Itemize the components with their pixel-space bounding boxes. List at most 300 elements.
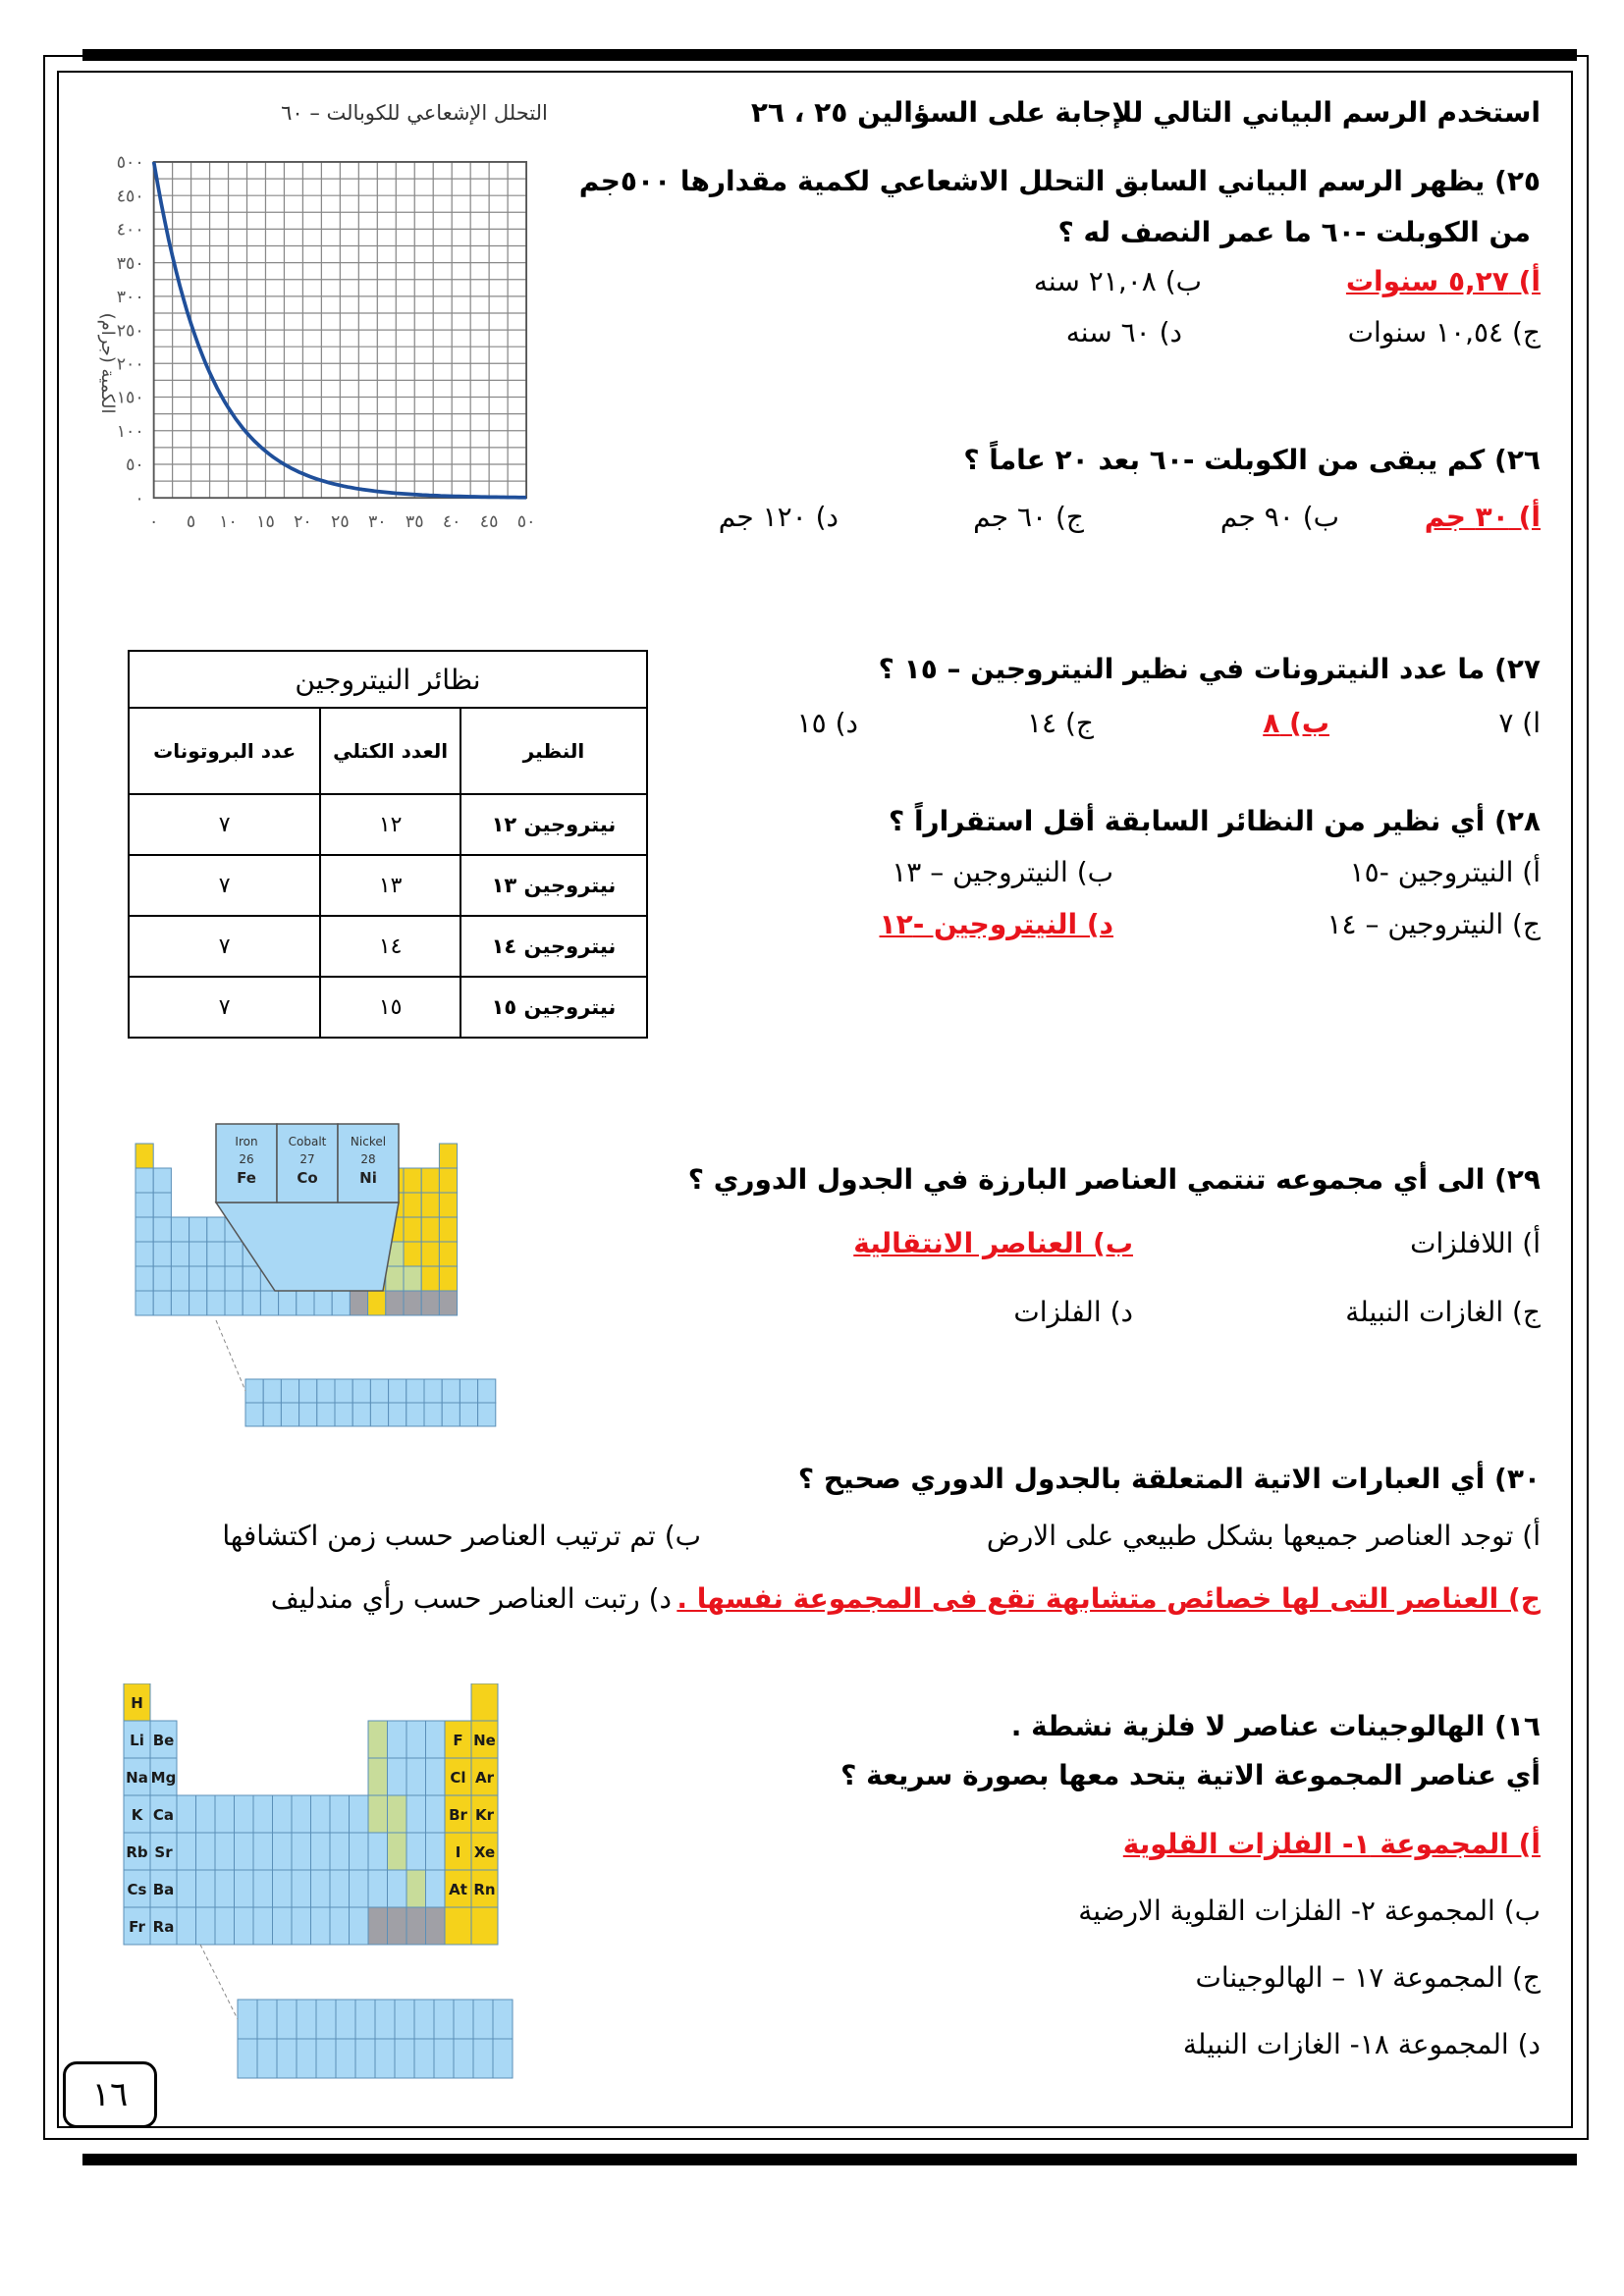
element-cell: [421, 1291, 439, 1315]
element-cell: [297, 1291, 314, 1315]
element-cell: [471, 1907, 498, 1945]
element-symbol: Sr: [154, 1843, 173, 1861]
element-cell: [314, 1291, 332, 1315]
q30-text: ٣٠) أي العبارات الاتية المتعلقة بالجدول الدوري صحيح ؟: [797, 1463, 1541, 1495]
element-cell: [311, 1795, 331, 1833]
y-tick-label: ٣٥٠: [116, 253, 144, 274]
element-cell: [421, 1217, 439, 1242]
q29-option-d[interactable]: د) الفلزات: [1013, 1296, 1133, 1328]
element-cell: [299, 1403, 317, 1426]
element-cell: [189, 1217, 207, 1242]
element-symbol: Br: [449, 1806, 467, 1824]
element-cell: [257, 2000, 277, 2039]
element-cell: [263, 1379, 281, 1403]
table-cell: ٧: [129, 977, 320, 1038]
q27-option-a[interactable]: ا) ٧: [1498, 707, 1541, 739]
element-symbol: Kr: [474, 1806, 495, 1824]
q26-option-b[interactable]: ب) ٩٠ جم: [1219, 501, 1339, 533]
element-cell: [434, 2039, 454, 2078]
element-cell: [311, 1833, 331, 1870]
q29-text: ٢٩) الى أي مجموعه تنتمي العناصر البارزة في الجدول الدوري ؟: [687, 1163, 1541, 1196]
element-cell: [388, 1870, 407, 1907]
y-tick-label: ٤٥٠: [116, 187, 144, 207]
y-tick-label: ٠: [135, 489, 144, 509]
element-cell: [395, 2000, 414, 2039]
chart-plot-area: [117, 153, 536, 532]
x-tick-label: ٠: [148, 511, 159, 532]
element-cell: [445, 1907, 471, 1945]
table-cell: ١٢: [320, 794, 460, 855]
element-cell: [215, 1795, 235, 1833]
element-cell: [404, 1291, 421, 1315]
element-cell: [350, 1795, 369, 1833]
element-cell: [245, 1403, 263, 1426]
element-symbol: I: [455, 1843, 461, 1861]
element-cell: [406, 1907, 426, 1945]
element-name: Cobalt: [288, 1135, 327, 1148]
y-tick-label: ٤٠٠: [116, 220, 144, 240]
element-cell: [207, 1266, 225, 1291]
q28-option-c[interactable]: ج) النيتروجين – ١٤: [1326, 908, 1541, 940]
element-cell: [177, 1833, 196, 1870]
element-cell: [406, 1795, 426, 1833]
element-cell: [404, 1242, 421, 1266]
element-cell: [439, 1242, 457, 1266]
element-cell: [153, 1291, 171, 1315]
element-symbol: Li: [130, 1732, 144, 1749]
q25-option-d[interactable]: د) ٦٠ سنه: [1065, 316, 1182, 348]
element-cell: [473, 2039, 493, 2078]
table-row: [129, 977, 647, 1038]
element-cell: [473, 2000, 493, 2039]
table-cell: نيتروجين ١٤: [460, 916, 647, 977]
element-cell: [388, 1833, 407, 1870]
element-cell: [414, 2000, 434, 2039]
element-cell: [238, 2000, 257, 2039]
element-symbol: Ar: [474, 1769, 495, 1787]
element-symbol: H: [131, 1694, 143, 1712]
element-cell: [196, 1907, 216, 1945]
chart-title: التحلل الإشعاعي للكوبالت – ٦٠: [281, 101, 548, 125]
element-cell: [189, 1291, 207, 1315]
q28-option-d[interactable]: د) النيتروجين -١٢: [879, 908, 1113, 940]
element-cell: [370, 1403, 388, 1426]
table-row: [129, 855, 647, 916]
element-cell: [368, 1907, 388, 1945]
element-cell: [352, 1403, 370, 1426]
q29-option-c[interactable]: ج) الغازات النبيلة: [1345, 1296, 1541, 1328]
element-cell: [171, 1291, 189, 1315]
q16-option-d[interactable]: د) المجموعة ١٨- الغازات النبيلة: [1182, 2028, 1541, 2060]
periodic-table-groups: [120, 1683, 630, 2125]
element-symbol: Cl: [450, 1769, 466, 1787]
element-number: 28: [360, 1152, 376, 1166]
element-cell: [375, 2039, 395, 2078]
element-cell: [135, 1217, 153, 1242]
element-symbol: Ne: [473, 1732, 496, 1749]
y-tick-label: ٥٠٠: [116, 153, 144, 174]
element-cell: [493, 2039, 513, 2078]
element-cell: [171, 1242, 189, 1266]
element-cell: [426, 1721, 446, 1758]
element-cell: [388, 1721, 407, 1758]
element-cell: [292, 1870, 311, 1907]
x-tick-label: ٣٥: [405, 511, 424, 532]
element-cell: [335, 1403, 352, 1426]
element-cell: [350, 1907, 369, 1945]
q25-option-a[interactable]: أ) ٥,٢٧ سنوات: [1345, 265, 1541, 297]
element-cell: [388, 1907, 407, 1945]
element-cell: [253, 1907, 273, 1945]
element-cell: [406, 1403, 424, 1426]
element-cell: [439, 1144, 457, 1168]
element-cell: [404, 1193, 421, 1217]
element-name: Iron: [235, 1135, 258, 1148]
element-cell: [368, 1870, 388, 1907]
element-cell: [426, 1870, 446, 1907]
element-number: 27: [299, 1152, 315, 1166]
element-cell: [235, 1795, 254, 1833]
table-caption: نظائر النيتروجين: [129, 651, 647, 708]
element-cell: [225, 1266, 243, 1291]
element-cell: [277, 2000, 297, 2039]
table-cell: نيتروجين ١٢: [460, 794, 647, 855]
element-cell: [135, 1242, 153, 1266]
connector-line: [200, 1945, 238, 2019]
element-cell: [299, 1379, 317, 1403]
periodic-table-cells: [124, 1683, 513, 2078]
element-cell: [370, 1379, 388, 1403]
element-name: Nickel: [350, 1135, 387, 1148]
element-cell: [189, 1242, 207, 1266]
element-cell: [439, 1217, 457, 1242]
element-symbol: Ca: [152, 1806, 175, 1824]
connector-line: [216, 1320, 245, 1391]
element-cell: [292, 1907, 311, 1945]
element-symbol: At: [449, 1881, 467, 1898]
element-cell: [189, 1266, 207, 1291]
element-cell: [215, 1833, 235, 1870]
element-cell: [426, 1833, 446, 1870]
element-cell: [355, 2039, 375, 2078]
element-cell: [352, 1379, 370, 1403]
element-cell: [253, 1833, 273, 1870]
x-tick-label: ٥٠: [516, 511, 536, 532]
table-header: العدد الكتلي: [320, 708, 460, 794]
q26-option-a[interactable]: أ) ٣٠ جم: [1424, 501, 1541, 533]
element-cell: [292, 1833, 311, 1870]
q16-option-c[interactable]: ج) المجموعة ١٧ – الهالوجينات: [1195, 1961, 1541, 1994]
element-cell: [454, 2000, 473, 2039]
element-cell: [177, 1795, 196, 1833]
element-symbol: Ra: [152, 1918, 175, 1936]
q25-option-c[interactable]: ج) ١٠,٥٤ سنوات: [1347, 316, 1541, 348]
element-cell: [330, 1833, 350, 1870]
q16-option-a[interactable]: أ) المجموعة ١- الفلزات القلوية: [1122, 1828, 1541, 1860]
q30-option-a[interactable]: أ) توجد العناصر جميعها بشكل طبيعي على الارض: [986, 1520, 1541, 1552]
element-cell: [421, 1266, 439, 1291]
element-symbol: K: [131, 1806, 143, 1824]
element-cell: [238, 2039, 257, 2078]
element-cell: [406, 1870, 426, 1907]
element-cell: [153, 1217, 171, 1242]
element-cell: [493, 2000, 513, 2039]
element-symbol: Na: [126, 1769, 148, 1787]
element-cell: [171, 1217, 189, 1242]
element-cell: [388, 1758, 407, 1795]
element-cell: [350, 1833, 369, 1870]
element-cell: [273, 1907, 293, 1945]
element-cell: [207, 1291, 225, 1315]
element-cell: [375, 2000, 395, 2039]
element-cell: [368, 1795, 388, 1833]
table-header: عدد البروتونات: [129, 708, 320, 794]
element-symbol: Ba: [152, 1881, 175, 1898]
table-cell: ١٥: [320, 977, 460, 1038]
element-cell: [414, 2039, 434, 2078]
q30-option-b[interactable]: ب) تم ترتيب العناصر حسب زمن اكتشافها: [222, 1520, 701, 1552]
element-cell: [439, 1291, 457, 1315]
page-number: ١٦: [63, 2061, 157, 2128]
element-symbol: F: [453, 1732, 463, 1749]
element-cell: [471, 1683, 498, 1721]
element-cell: [389, 1403, 406, 1426]
element-cell: [225, 1291, 243, 1315]
q27-option-b[interactable]: ب) ٨: [1263, 707, 1329, 739]
q25-option-b[interactable]: ب) ٢١,٠٨ سنه: [1033, 265, 1202, 297]
y-tick-label: ٥٠: [126, 455, 144, 476]
element-cell: [215, 1870, 235, 1907]
table-cell: نيتروجين ١٣: [460, 855, 647, 916]
element-cell: [207, 1217, 225, 1242]
x-tick-label: ١٥: [256, 511, 275, 532]
element-cell: [317, 1379, 335, 1403]
element-cell: [434, 2000, 454, 2039]
table-row: [129, 794, 647, 855]
element-cell: [153, 1242, 171, 1266]
element-cell: [263, 1403, 281, 1426]
element-cell: [335, 1379, 352, 1403]
element-cell: [277, 2039, 297, 2078]
q28-option-b[interactable]: ب) النيتروجين – ١٣: [892, 856, 1113, 888]
element-cell: [478, 1403, 496, 1426]
element-cell: [386, 1291, 404, 1315]
x-tick-label: ٢٥: [331, 511, 350, 532]
element-cell: [330, 1795, 350, 1833]
q29-option-b[interactable]: ب) العناصر الانتقالية: [853, 1227, 1133, 1259]
table-cell: ٧: [129, 916, 320, 977]
element-symbol: Cs: [127, 1881, 147, 1898]
element-cell: [439, 1193, 457, 1217]
element-cell: [235, 1870, 254, 1907]
x-tick-label: ٤٥: [479, 511, 499, 532]
element-cell: [404, 1217, 421, 1242]
element-cell: [273, 1833, 293, 1870]
element-symbol: Mg: [150, 1769, 177, 1787]
element-cell: [135, 1266, 153, 1291]
q30-option-c[interactable]: ج) العناصر التى لها خصائص متشابهة تقع فى المجموعة نفسها .: [677, 1582, 1541, 1615]
x-tick-label: ٢٠: [294, 511, 312, 532]
element-cell: [424, 1403, 442, 1426]
element-cell: [311, 1870, 331, 1907]
y-tick-label: ٢٥٠: [116, 321, 144, 342]
q26-option-d[interactable]: د) ١٢٠ جم: [718, 501, 839, 533]
element-cell: [350, 1291, 367, 1315]
element-cell: [177, 1870, 196, 1907]
element-cell: [135, 1193, 153, 1217]
element-cell: [421, 1242, 439, 1266]
element-cell: [395, 2039, 414, 2078]
element-cell: [350, 1870, 369, 1907]
element-cell: [273, 1870, 293, 1907]
table-header: النظير: [460, 708, 647, 794]
element-cell: [153, 1193, 171, 1217]
element-cell: [235, 1833, 254, 1870]
element-cell: [171, 1266, 189, 1291]
nitrogen-isotopes-table: [128, 650, 648, 1039]
element-cell: [388, 1795, 407, 1833]
element-cell: [389, 1379, 406, 1403]
element-cell: [316, 2000, 336, 2039]
element-cell: [196, 1833, 216, 1870]
element-cell: [243, 1266, 260, 1291]
x-tick-label: ١٠: [219, 511, 238, 532]
element-cell: [336, 2039, 355, 2078]
element-cell: [260, 1291, 278, 1315]
q27-option-d[interactable]: د) ١٥: [796, 707, 858, 739]
element-cell: [406, 1758, 426, 1795]
x-tick-label: ٥: [186, 511, 196, 532]
element-cell: [330, 1870, 350, 1907]
table-cell: ١٤: [320, 916, 460, 977]
element-cell: [368, 1833, 388, 1870]
table-cell: ١٣: [320, 855, 460, 916]
element-cell: [368, 1758, 388, 1795]
element-cell: [355, 2000, 375, 2039]
element-cell: [426, 1907, 446, 1945]
q16-line2: أي عناصر المجموعة الاتية يتحد معها بصورة سريعة ؟: [840, 1759, 1541, 1791]
element-cell: [386, 1266, 404, 1291]
q16-option-b[interactable]: ب) المجموعة ٢- الفلزات القلوية الارضية: [1078, 1895, 1541, 1927]
element-cell: [336, 2000, 355, 2039]
element-cell: [460, 1379, 477, 1403]
element-cell: [257, 2039, 277, 2078]
table-cell: ٧: [129, 794, 320, 855]
element-cell: [235, 1907, 254, 1945]
table-cell: نيتروجين ١٥: [460, 977, 647, 1038]
element-cell: [317, 1403, 335, 1426]
q30-option-d[interactable]: د) رتبت العناصر حسب رأي مندليف: [270, 1582, 672, 1615]
intro-instruction: استخدم الرسم البياني التالي للإجابة على السؤالين ٢٥ ، ٢٦: [750, 96, 1541, 129]
element-symbol: Xe: [473, 1843, 496, 1861]
element-cell: [404, 1168, 421, 1193]
element-cell: [215, 1907, 235, 1945]
element-cell: [426, 1795, 446, 1833]
element-cell: [207, 1242, 225, 1266]
element-cell: [273, 1795, 293, 1833]
y-tick-label: ٢٠٠: [116, 354, 144, 375]
element-number: 26: [239, 1152, 254, 1166]
element-symbol: Co: [297, 1169, 318, 1187]
element-cell: [253, 1795, 273, 1833]
element-cell: [316, 2039, 336, 2078]
element-cell: [442, 1403, 460, 1426]
element-cell: [177, 1907, 196, 1945]
element-cell: [368, 1291, 386, 1315]
element-cell: [243, 1291, 260, 1315]
element-cell: [311, 1907, 331, 1945]
q28-text: ٢٨) أي نظير من النظائر السابقة أقل استقراراً ؟: [888, 805, 1541, 837]
x-tick-label: ٣٠: [367, 511, 387, 532]
element-cell: [439, 1266, 457, 1291]
y-tick-label: ١٥٠: [116, 388, 144, 408]
element-cell: [478, 1379, 496, 1403]
element-cell: [454, 2039, 473, 2078]
element-symbol: Ni: [359, 1169, 377, 1187]
element-cell: [279, 1291, 297, 1315]
periodic-table-transition-metals: [128, 1114, 619, 1438]
q27-option-c[interactable]: ج) ١٤: [1027, 707, 1094, 739]
element-cell: [153, 1266, 171, 1291]
q16-line1: ١٦) الهالوجينات عناصر لا فلزية نشطة .: [1010, 1710, 1541, 1742]
q25-line2: من الكوبلت -٦٠ ما عمر النصف له ؟: [1057, 216, 1531, 248]
element-cell: [196, 1795, 216, 1833]
element-cell: [135, 1291, 153, 1315]
element-cell: [406, 1721, 426, 1758]
element-cell: [424, 1379, 442, 1403]
element-cell: [406, 1379, 424, 1403]
element-cell: [153, 1168, 171, 1193]
element-cell: [135, 1168, 153, 1193]
element-cell: [332, 1291, 350, 1315]
element-cell: [297, 2000, 316, 2039]
cobalt-decay-chart: [81, 98, 640, 599]
element-cell: [426, 1758, 446, 1795]
element-cell: [225, 1242, 243, 1266]
x-tick-label: ٤٠: [442, 511, 461, 532]
q25-line1: ٢٥) يظهر الرسم البياني السابق التحلل الاشعاعي لكمية مقدارها ٥٠٠جم: [578, 165, 1541, 197]
element-cell: [404, 1266, 421, 1291]
element-cell: [330, 1907, 350, 1945]
element-cell: [281, 1379, 298, 1403]
element-cell: [292, 1795, 311, 1833]
element-cell: [253, 1870, 273, 1907]
q27-text: ٢٧) ما عدد النيترونات في نظير النيتروجين – ١٥ ؟: [878, 653, 1541, 685]
element-symbol: Rn: [473, 1881, 496, 1898]
y-tick-label: ١٠٠: [116, 421, 144, 442]
element-cell: [368, 1721, 388, 1758]
element-cell: [442, 1379, 460, 1403]
table-row: [129, 916, 647, 977]
q29-option-a[interactable]: أ) اللافلزات: [1410, 1227, 1541, 1259]
element-symbol: Rb: [126, 1843, 148, 1861]
element-symbol: Fr: [129, 1918, 145, 1936]
element-symbol: Be: [152, 1732, 175, 1749]
chart-y-label: الكمية (جرام): [97, 312, 118, 414]
element-cell: [281, 1403, 298, 1426]
q26-option-c[interactable]: ج) ٦٠ جم: [973, 501, 1084, 533]
q28-option-a[interactable]: أ) النيتروجين -١٥: [1349, 856, 1541, 888]
table-cell: ٧: [129, 855, 320, 916]
element-cell: [135, 1144, 153, 1168]
element-cell: [406, 1833, 426, 1870]
q26-text: ٢٦) كم يبقى من الكوبلت -٦٠ بعد ٢٠ عاماً ؟: [963, 444, 1541, 476]
element-cell: [421, 1168, 439, 1193]
element-cell: [439, 1168, 457, 1193]
element-symbol: Fe: [237, 1169, 256, 1187]
element-cell: [421, 1193, 439, 1217]
element-cell: [297, 2039, 316, 2078]
